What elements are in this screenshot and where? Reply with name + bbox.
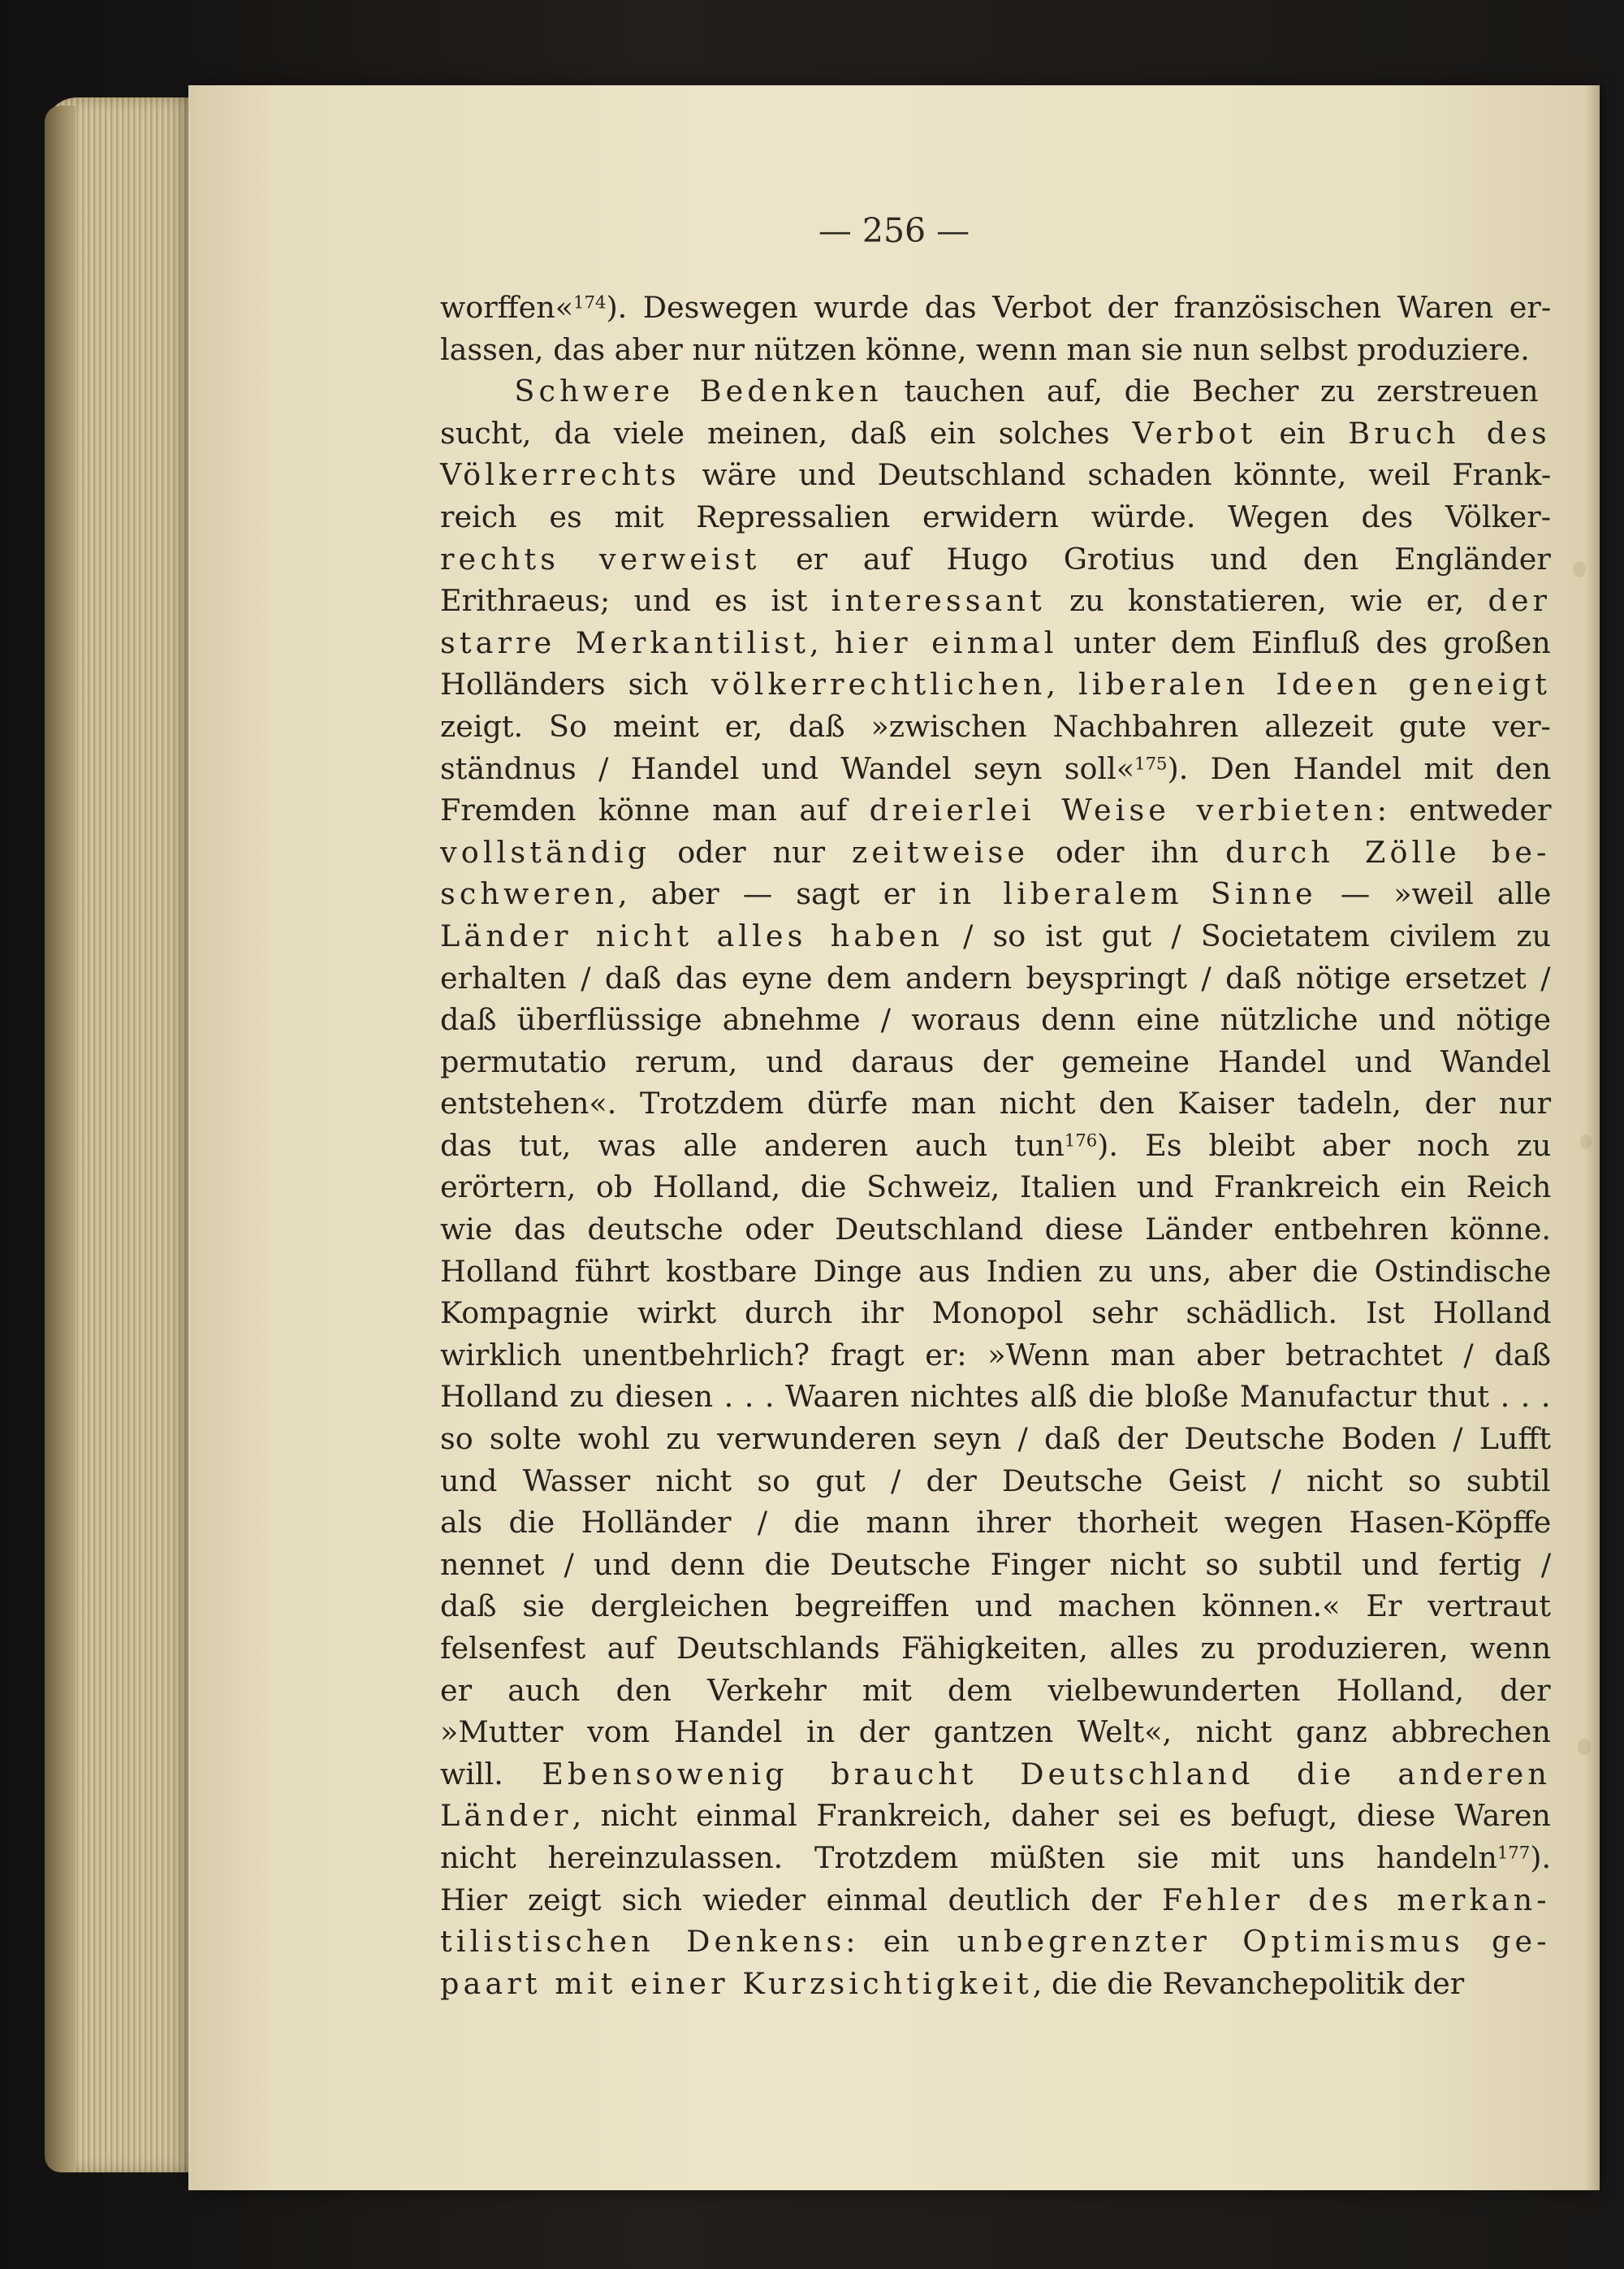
text-run: ). Deswegen wurde das Verbot der französischen Waren er- (606, 290, 1552, 325)
text-line (440, 287, 1551, 329)
text-run: daß sie dergleichen begreiffen und machen können.« Er vertraut (440, 1588, 1551, 1624)
spaced-emphasis: der (1488, 583, 1552, 619)
text-run: zu konstatieren, wie er, (1045, 583, 1488, 619)
text-run: sucht, da viele meinen, daß ein solches (440, 415, 1133, 451)
body-text (440, 287, 1551, 2004)
text-run: das tut, was alle anderen auch tun (440, 1127, 1065, 1163)
text-line (440, 1921, 1551, 1963)
text-line (440, 1376, 1551, 1418)
text-run: Fremden könne man auf (440, 793, 870, 828)
text-run: permutatio rerum, und daraus der gemeine Handel und Wandel (440, 1044, 1552, 1079)
text-line (440, 1460, 1551, 1502)
text-run: will. (440, 1756, 542, 1791)
spaced-emphasis: Ebensowenig braucht Deutschland die anderen (542, 1756, 1551, 1791)
text-line (440, 496, 1551, 538)
text-line (440, 1879, 1551, 1921)
text-line (440, 538, 1551, 581)
text-run: , (1046, 667, 1078, 702)
paper-stain (1573, 561, 1586, 577)
text-line (440, 454, 1551, 496)
text-line (440, 622, 1551, 664)
spaced-emphasis: hier einmal (834, 625, 1058, 660)
text-line (440, 1795, 1551, 1837)
spaced-emphasis: in liberalem Sinne (938, 876, 1317, 912)
text-run: oder ihn (1029, 834, 1226, 870)
spaced-emphasis: unbegrenzter Optimismus (957, 1924, 1464, 1960)
spaced-emphasis: schweren (440, 876, 618, 912)
text-line (440, 370, 1551, 413)
page-number: — 256 — (818, 211, 970, 250)
text-line (440, 1837, 1551, 1879)
text-run: Holland zu diesen . . . Waaren nichtes alß die bloße Manufactur thut . . . (440, 1379, 1551, 1415)
text-run: nicht hereinzulassen. Trotzdem müßten sie mit uns handeln (440, 1839, 1497, 1875)
spaced-emphasis: völkerrechtlichen (710, 667, 1047, 702)
spaced-emphasis: starre Merkantilist (440, 625, 810, 660)
text-line (440, 1418, 1551, 1460)
text-line (440, 832, 1551, 874)
text-run: erörtern, ob Holland, die Schweiz, Italien und Frankreich ein Reich (440, 1169, 1552, 1205)
spaced-emphasis: Völkerrechts (440, 457, 680, 493)
spaced-emphasis: Länder (440, 1798, 572, 1834)
text-line (440, 663, 1551, 706)
text-line (440, 1251, 1551, 1293)
spaced-emphasis: Länder nicht alles haben (440, 918, 944, 953)
text-line (440, 413, 1551, 455)
text-run: , (810, 625, 835, 660)
spaced-emphasis: zeitweise (852, 834, 1030, 870)
text-run (440, 374, 514, 408)
text-run: Holländers sich (440, 667, 711, 702)
text-line (440, 1585, 1551, 1627)
text-line (440, 748, 1551, 790)
text-line (440, 706, 1551, 748)
spaced-emphasis: durch Zölle be- (1225, 834, 1551, 870)
text-run (1464, 1924, 1492, 1959)
spaced-emphasis: liberalen Ideen geneigt (1078, 667, 1552, 702)
text-run: nennet / und denn die Deutsche Finger nicht so subtil und fertig / (440, 1546, 1552, 1582)
text-line (440, 1627, 1551, 1670)
text-run: oder nur (650, 834, 853, 870)
spaced-emphasis: vollständig (440, 834, 651, 870)
spaced-emphasis: Verbot (1132, 415, 1257, 451)
text-line (440, 789, 1551, 832)
spaced-emphasis: Bruch des (1348, 415, 1551, 451)
text-run: Holland führt kostbare Dinge aus Indien zu uns, aber die Ostindische (440, 1253, 1552, 1289)
text-run: wäre und Deutschland schaden könnte, weil Frank- (680, 457, 1552, 493)
text-line (440, 1083, 1551, 1125)
text-run: entstehen«. Trotzdem dürfe man nicht den Kaiser tadeln, der nur (440, 1086, 1552, 1122)
text-line (440, 915, 1551, 957)
spaced-emphasis: paart mit einer Kurzsichtigkeit (440, 1965, 1033, 2001)
text-line (440, 1166, 1551, 1208)
text-line (440, 1041, 1551, 1083)
text-run: , nicht einmal Frankreich, daher sei es befugt, diese Waren (572, 1798, 1551, 1834)
text-run: worffen« (440, 290, 574, 325)
text-line (440, 1544, 1551, 1586)
text-line (440, 999, 1551, 1041)
text-run: : ein (845, 1924, 957, 1960)
text-run: ). Es bleibt aber noch zu (1097, 1127, 1552, 1163)
text-run: als die Holländer / die mann ihrer thorheit wegen Hasen-Köpffe (440, 1505, 1552, 1541)
text-run: , aber — sagt er (617, 876, 939, 912)
footnote-ref: 174 (573, 292, 607, 313)
text-run: ständnus / Handel und Wandel seyn soll« (440, 750, 1135, 786)
text-line (440, 1334, 1551, 1377)
text-line (440, 1292, 1551, 1334)
text-run: unter dem Einfluß des großen (1057, 625, 1551, 660)
text-line (440, 1963, 1551, 2005)
text-run: felsenfest auf Deutschlands Fähigkeiten, alles zu produzieren, wenn (440, 1631, 1552, 1666)
spaced-emphasis: dreierlei Weise verbieten (869, 793, 1377, 828)
text-line (440, 1208, 1551, 1251)
text-run: er auf Hugo Grotius und den Engländer (760, 541, 1551, 577)
spaced-emphasis: Schwere Bedenken (514, 374, 883, 409)
text-line (440, 1125, 1551, 1167)
paper-stain (1580, 1134, 1592, 1149)
spaced-emphasis: ge- (1492, 1924, 1551, 1960)
text-run: ). (1530, 1839, 1552, 1875)
text-line (440, 957, 1551, 1000)
text-line (440, 873, 1551, 915)
text-run: zeigt. So meint er, daß »zwischen Nachbahren allezeit gute ver- (440, 708, 1551, 744)
text-run: lassen, das aber nur nützen könne, wenn man sie nun selbst produziere. (440, 331, 1530, 367)
text-line (440, 1670, 1551, 1712)
text-line (440, 580, 1551, 622)
text-run: , die die Revanchepolitik der (1032, 1965, 1465, 2001)
text-run: reich es mit Repressalien erwidern würde. Wegen des Völker- (440, 499, 1552, 534)
text-run: daß überflüssige abnehme / woraus denn eine nützliche und nötige (440, 1002, 1552, 1038)
book-cover-edge (45, 106, 76, 2172)
spaced-emphasis: interessant (831, 583, 1046, 619)
text-run: / so ist gut / Societatem civilem zu (943, 918, 1552, 953)
text-run: Hier zeigt sich wieder einmal deutlich der (440, 1882, 1162, 1917)
text-run: »Mutter vom Handel in der gantzen Welt«, nicht ganz abbrechen (440, 1714, 1551, 1750)
text-line (440, 1711, 1551, 1753)
text-run: : entweder (1376, 793, 1552, 828)
text-run: er auch den Verkehr mit dem vielbewunderten Holland, der (440, 1672, 1551, 1708)
text-run: ein (1256, 415, 1349, 451)
text-run: — »weil alle (1316, 876, 1552, 912)
spaced-emphasis: rechts verweist (440, 541, 761, 577)
text-run: tauchen auf, die Becher zu zerstreuen (882, 374, 1539, 409)
spaced-emphasis: Fehler des merkan- (1161, 1882, 1551, 1917)
paper-stain (1578, 1739, 1591, 1755)
text-run: wirklich unentbehrlich? fragt er: »Wenn man aber betrachtet / daß (440, 1337, 1551, 1372)
text-line (440, 1502, 1551, 1544)
footnote-ref: 176 (1064, 1130, 1098, 1151)
text-run: Erithraeus; und es ist (440, 583, 831, 619)
text-line (440, 329, 1551, 371)
footnote-ref: 177 (1497, 1842, 1531, 1863)
text-run: ). Den Handel mit den (1167, 750, 1552, 786)
book-page (188, 85, 1600, 2190)
text-run: Kompagnie wirkt durch ihr Monopol sehr schädlich. Ist Holland (440, 1295, 1552, 1331)
text-run: so solte wohl zu verwunderen seyn / daß der Deutsche Boden / Lufft (440, 1421, 1552, 1457)
text-run: erhalten / daß das eyne dem andern beyspringt / daß nötige ersetzet / (440, 960, 1551, 996)
footnote-ref: 175 (1134, 752, 1168, 773)
text-run: wie das deutsche oder Deutschland diese Länder entbehren könne. (440, 1212, 1552, 1247)
text-line (440, 1753, 1551, 1796)
text-run: und Wasser nicht so gut / der Deutsche Geist / nicht so subtil (440, 1463, 1551, 1498)
spaced-emphasis: tilistischen Denkens (440, 1924, 846, 1960)
